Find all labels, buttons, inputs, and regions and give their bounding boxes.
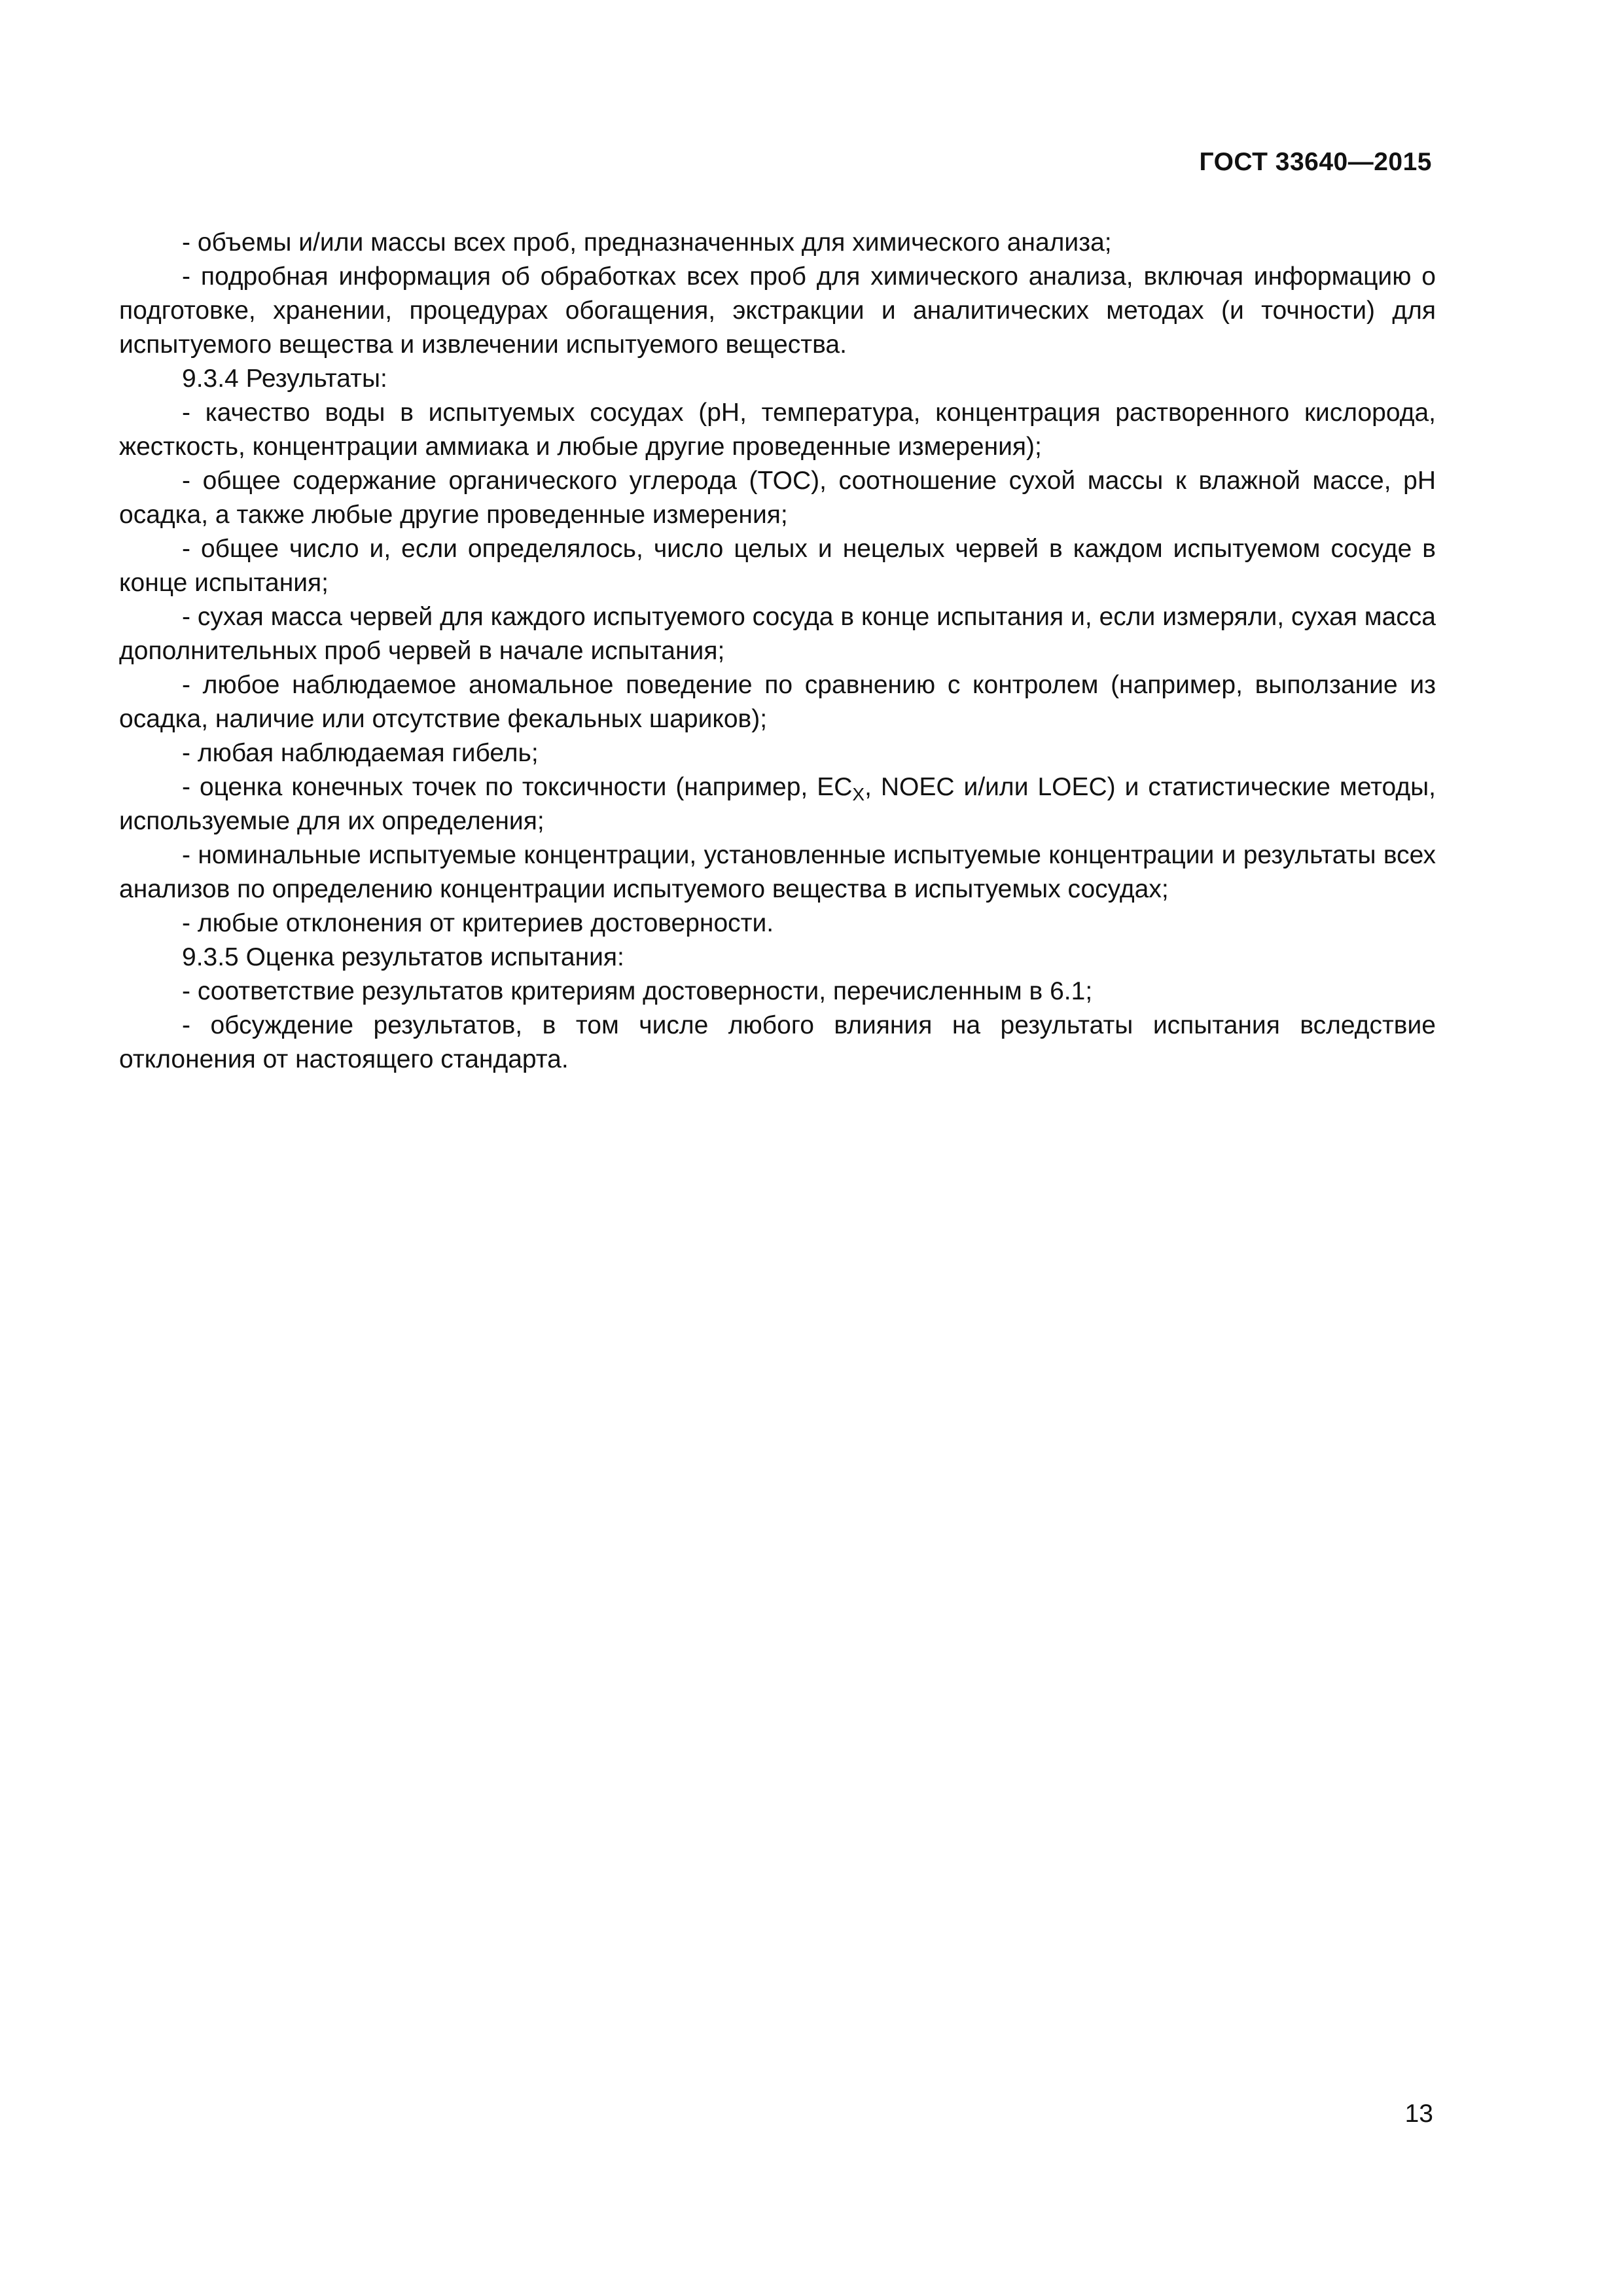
list-item: - сухая масса червей для каждого испытуемого сосуда в конце испытания и, если измеряли, сухая масса дополнительных проб червей в начале испытания;: [119, 603, 1436, 665]
list-item: - любое наблюдаемое аномальное поведение по сравнению с контролем (например, выползание из осадка, наличие или отсутствие фекальных шариков);: [119, 671, 1436, 733]
subscript: X: [852, 784, 865, 804]
list-item: - обсуждение результатов, в том числе любого влияния на результаты испытания вследствие отклонения от настоящего стандарта.: [119, 1011, 1436, 1073]
list-item: - качество воды в испытуемых сосудах (pH, температура, концентрация растворенного кислорода, жесткость, концентрации аммиака и любые другие проведенные измерения);: [119, 399, 1436, 461]
section-heading-9-3-5: 9.3.5 Оценка результатов испытания:: [182, 943, 624, 971]
list-item: - любая наблюдаемая гибель;: [182, 739, 539, 767]
list-item: - общее число и, если определялось, число целых и нецелых червей в каждом испытуемом сосуде в конце испытания;: [119, 535, 1436, 597]
list-item: - номинальные испытуемые концентрации, установленные испытуемые концентрации и результаты всех анализов по определению концентрации испытуемого вещества в испытуемых сосудах;: [119, 841, 1436, 903]
document-id-header: ГОСТ 33640—2015: [1199, 148, 1432, 176]
list-item: - любые отклонения от критериев достоверности.: [182, 909, 774, 937]
list-item: - общее содержание органического углерода (TOC), соотношение сухой массы к влажной массе, pH осадка, а также любые другие проведенные измерения;: [119, 467, 1436, 529]
list-item: - объемы и/или массы всех проб, предназначенных для химического анализа;: [182, 228, 1112, 257]
list-item: [119, 770, 1436, 838]
list-item: - соответствие результатов критериям достоверности, перечисленным в 6.1;: [182, 977, 1093, 1005]
text-segment: , NOEC и/или LOEC) и статистические методы, используемые для их определения;: [119, 773, 1436, 835]
text-segment: - оценка конечных точек по токсичности (например, EC: [182, 773, 853, 801]
list-item: - подробная информация об обработках всех проб для химического анализа, включая информацию о подготовке, хранении, процедурах обогащения, экстракции и аналитических методах (и точности) для испытуемого вещества и извлечении испытуемого вещества.: [119, 262, 1436, 359]
page-number: 13: [1404, 2100, 1433, 2128]
section-heading-9-3-4: 9.3.4 Результаты:: [182, 365, 387, 393]
document-body: [119, 226, 1436, 1077]
